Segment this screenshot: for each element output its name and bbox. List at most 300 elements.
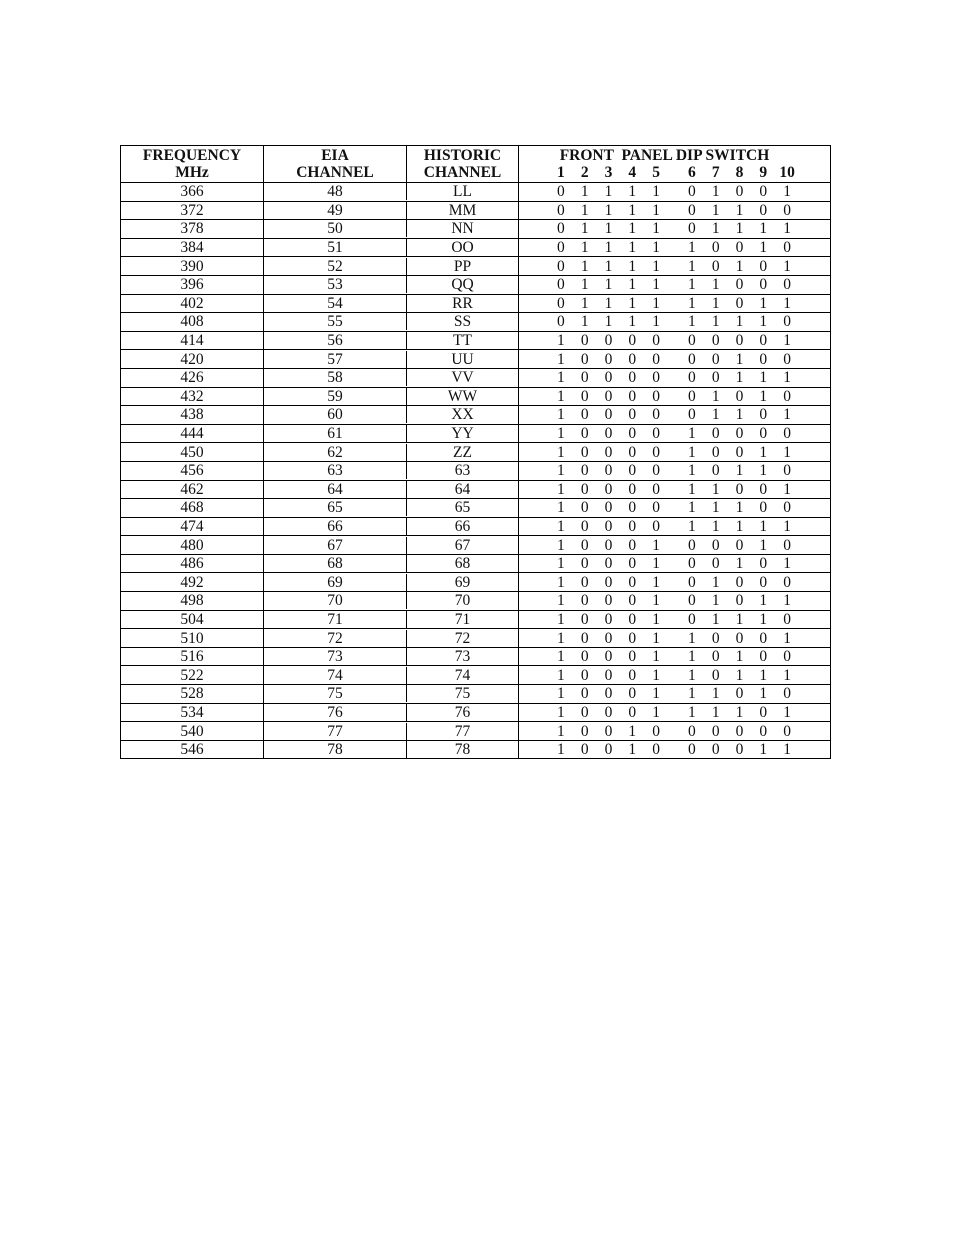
dip-switch-bit: 1 xyxy=(759,369,768,387)
channel-cells xyxy=(264,406,519,425)
dip-switch-bit: 0 xyxy=(604,425,613,443)
dip-switch-bit: 0 xyxy=(628,443,637,461)
dip-switch-bit: 0 xyxy=(628,703,637,721)
dip-switch-bit: 0 xyxy=(783,610,791,628)
dip-switch-bit: 1 xyxy=(557,499,565,517)
dip-switch-bit: 0 xyxy=(652,517,660,535)
dip-switch-bit: 1 xyxy=(628,183,637,201)
header-frequency-line2: MHz xyxy=(175,164,209,181)
dip-switch-bit: 0 xyxy=(557,183,565,201)
dip-switch-bit: 1 xyxy=(759,685,768,703)
historic-channel-cell: 70 xyxy=(454,592,471,610)
dip-switch-bit: 0 xyxy=(759,350,768,368)
table-row xyxy=(121,740,831,759)
historic-channel-cell: NN xyxy=(451,220,474,238)
dip-switch-bit: 0 xyxy=(557,201,565,219)
channel-cells xyxy=(264,610,519,629)
frequency-cell: 408 xyxy=(121,313,264,332)
dip-switch-cell xyxy=(519,275,831,294)
dip-switch-bit: 1 xyxy=(711,220,720,238)
eia-channel-cell: 68 xyxy=(264,555,407,572)
dip-switch-bit: 1 xyxy=(759,443,768,461)
dip-switch-bit: 1 xyxy=(759,517,768,535)
dip-switch-bit: 1 xyxy=(557,666,565,684)
dip-switch-bit: 1 xyxy=(688,666,696,684)
dip-switch-bit: 0 xyxy=(735,294,744,312)
dip-switch-bit: 0 xyxy=(652,741,660,759)
dip-switch-bit: 0 xyxy=(580,387,589,405)
table-row xyxy=(121,424,831,443)
dip-switch-bit: 1 xyxy=(604,294,613,312)
dip-switch-bit: 0 xyxy=(628,517,637,535)
dip-switch-bit: 1 xyxy=(735,406,744,424)
dip-switch-bit: 1 xyxy=(652,573,660,591)
dip-switch-bit: 1 xyxy=(580,294,589,312)
historic-channel-cell: 69 xyxy=(454,573,471,591)
dip-switch-bit: 0 xyxy=(711,257,720,275)
historic-channel-cell: VV xyxy=(451,369,474,387)
dip-switch-bit: 0 xyxy=(735,480,744,498)
table-row xyxy=(121,480,831,499)
spacer xyxy=(519,164,549,181)
eia-channel-cell: 53 xyxy=(264,276,407,293)
dip-switch-bit: 1 xyxy=(557,443,565,461)
dip-switch-bit: 1 xyxy=(759,220,768,238)
dip-switch-bit: 1 xyxy=(604,276,613,294)
dip-switch-bit: 0 xyxy=(580,610,589,628)
channel-cells xyxy=(264,740,519,759)
dip-switch-bit: 1 xyxy=(688,257,696,275)
dip-switch-bit: 0 xyxy=(628,648,637,666)
frequency-cell: 420 xyxy=(121,350,264,369)
table-row xyxy=(121,629,831,648)
eia-channel-cell: 73 xyxy=(264,648,407,665)
eia-channel-cell: 64 xyxy=(264,481,407,498)
dip-switch-bit: 1 xyxy=(759,294,768,312)
eia-channel-cell: 62 xyxy=(264,444,407,461)
channel-cells xyxy=(264,387,519,406)
dip-switch-bit: 1 xyxy=(783,666,791,684)
table-row xyxy=(121,573,831,592)
dip-switch-bit: 1 xyxy=(557,573,565,591)
dip-switch-cell xyxy=(519,331,831,350)
dip-switch-bit: 0 xyxy=(735,183,744,201)
frequency-cell: 456 xyxy=(121,461,264,480)
channel-cells xyxy=(264,331,519,350)
dip-switch-bit: 1 xyxy=(604,201,613,219)
channel-cells xyxy=(264,722,519,741)
channel-cells xyxy=(264,294,519,313)
dip-switch-bit: 0 xyxy=(652,499,660,517)
channel-cells xyxy=(264,536,519,555)
dip-switch-bit: 1 xyxy=(557,369,565,387)
dip-switch-bit: 0 xyxy=(604,387,613,405)
historic-channel-cell: 77 xyxy=(454,722,471,740)
dip-switch-bit: 0 xyxy=(628,480,637,498)
dip-switch-bit: 0 xyxy=(604,517,613,535)
historic-channel-cell: XX xyxy=(451,406,474,424)
dip-switch-bit: 0 xyxy=(711,629,720,647)
channel-cells xyxy=(264,313,519,332)
dip-switch-bit: 1 xyxy=(783,220,791,238)
dip-switch-cell xyxy=(519,313,831,332)
eia-channel-cell: 54 xyxy=(264,295,407,312)
table-row xyxy=(121,592,831,611)
eia-channel-cell: 63 xyxy=(264,462,407,479)
frequency-cell: 438 xyxy=(121,406,264,425)
dip-switch-bit: 1 xyxy=(557,425,565,443)
dip-switch-bit: 1 xyxy=(604,183,613,201)
table-row xyxy=(121,201,831,220)
frequency-cell: 384 xyxy=(121,238,264,257)
frequency-cell: 516 xyxy=(121,647,264,666)
dip-switch-bit: 0 xyxy=(628,499,637,517)
dip-switch-bit: 1 xyxy=(580,201,589,219)
dip-switch-bit: 0 xyxy=(688,722,696,740)
dip-switch-bit: 0 xyxy=(711,648,720,666)
dip-switch-bit: 0 xyxy=(604,462,613,480)
table-body xyxy=(121,183,831,759)
dip-switch-bit: 0 xyxy=(688,183,696,201)
dip-switch-cell xyxy=(519,368,831,387)
dip-switch-bit: 0 xyxy=(628,462,637,480)
dip-switch-bit: 1 xyxy=(711,183,720,201)
frequency-cell: 426 xyxy=(121,368,264,387)
dip-switch-bit: 1 xyxy=(688,499,696,517)
channel-cells xyxy=(264,517,519,536)
frequency-cell: 462 xyxy=(121,480,264,499)
dip-switch-bit: 1 xyxy=(557,536,565,554)
dip-switch-bit: 1 xyxy=(783,480,791,498)
dip-switch-bit: 1 xyxy=(759,387,768,405)
dip-switch-bit: 0 xyxy=(557,313,565,331)
table-row xyxy=(121,406,831,425)
eia-channel-cell: 60 xyxy=(264,406,407,423)
dip-switch-bit: 1 xyxy=(711,406,720,424)
dip-switch-bit: 0 xyxy=(628,666,637,684)
frequency-cell: 546 xyxy=(121,740,264,759)
dip-switch-bit: 1 xyxy=(759,536,768,554)
dip-switch-bit: 1 xyxy=(652,592,660,610)
historic-channel-cell: SS xyxy=(453,313,472,331)
dip-switch-cell xyxy=(519,461,831,480)
dip-switch-bit: 1 xyxy=(628,722,637,740)
historic-channel-cell: UU xyxy=(451,350,474,368)
dip-switch-bit: 1 xyxy=(735,555,744,573)
dip-switch-bit: 0 xyxy=(711,462,720,480)
header-dip-switch xyxy=(519,146,831,183)
table-row xyxy=(121,350,831,369)
dip-switch-cell xyxy=(519,350,831,369)
dip-switch-bit: 1 xyxy=(628,257,637,275)
dip-switch-bit: 1 xyxy=(688,276,696,294)
dip-switch-bit: 1 xyxy=(688,443,696,461)
dip-switch-bit: 1 xyxy=(735,648,744,666)
header-frequency-line1: FREQUENCY xyxy=(142,147,242,164)
dip-switch-bit: 1 xyxy=(580,220,589,238)
dip-switch-cell xyxy=(519,480,831,499)
dip-switch-bit: 0 xyxy=(759,257,768,275)
dip-switch-bit: 0 xyxy=(604,350,613,368)
eia-channel-cell: 52 xyxy=(264,258,407,275)
dip-switch-bit: 0 xyxy=(652,387,660,405)
dip-switch-bit: 1 xyxy=(783,294,791,312)
dip-switch-bit: 0 xyxy=(759,276,768,294)
frequency-cell: 480 xyxy=(121,536,264,555)
dip-switch-bit: 0 xyxy=(759,573,768,591)
header-eia-line1: EIA xyxy=(321,147,349,164)
channel-cells xyxy=(264,499,519,518)
dip-switch-bit: 0 xyxy=(580,369,589,387)
dip-switch-bit: 0 xyxy=(783,685,791,703)
dip-switch-bit: 0 xyxy=(604,480,613,498)
dip-switch-bit: 0 xyxy=(759,183,768,201)
dip-switch-bit: 0 xyxy=(735,239,744,257)
dip-switch-bit: 1 xyxy=(557,610,565,628)
dip-switch-bit: 1 xyxy=(652,703,660,721)
dip-switch-bit: 0 xyxy=(652,369,660,387)
dip-switch-bit: 1 xyxy=(711,387,720,405)
dip-switch-bit: 0 xyxy=(628,332,637,350)
dip-switch-bit: 0 xyxy=(688,350,696,368)
eia-channel-cell: 65 xyxy=(264,499,407,516)
dip-switch-bit: 0 xyxy=(604,555,613,573)
dip-switch-bit: 1 xyxy=(557,387,565,405)
dip-switch-bit: 1 xyxy=(759,462,768,480)
dip-switch-bit: 0 xyxy=(652,480,660,498)
dip-switch-bit: 0 xyxy=(604,629,613,647)
historic-channel-cell: ZZ xyxy=(453,443,472,461)
table-row xyxy=(121,313,831,332)
dip-switch-bit: 0 xyxy=(580,741,589,759)
dip-switch-bit: 0 xyxy=(783,722,791,740)
dip-switch-bit: 0 xyxy=(580,536,589,554)
historic-channel-cell: 78 xyxy=(454,741,471,759)
dip-switch-bit: 1 xyxy=(688,462,696,480)
dip-switch-bit: 1 xyxy=(711,685,720,703)
dip-switch-bit: 0 xyxy=(711,369,720,387)
dip-switch-bit: 0 xyxy=(783,648,791,666)
dip-switch-bit: 1 xyxy=(759,666,768,684)
dip-switch-bit: 1 xyxy=(783,741,791,759)
dip-switch-bit: 0 xyxy=(628,685,637,703)
dip-switch-bit: 1 xyxy=(688,425,696,443)
dip-switch-cell xyxy=(519,238,831,257)
dip-switch-bit: 1 xyxy=(652,257,660,275)
dip-switch-bit: 0 xyxy=(688,332,696,350)
dip-switch-bit: 0 xyxy=(580,406,589,424)
eia-channel-cell: 74 xyxy=(264,667,407,684)
historic-channel-cell: QQ xyxy=(451,276,474,294)
header-channels xyxy=(264,146,519,183)
dip-switch-bit: 0 xyxy=(759,648,768,666)
dip-switch-bit: 1 xyxy=(604,257,613,275)
dip-switch-bit: 0 xyxy=(604,685,613,703)
channel-cells xyxy=(264,647,519,666)
historic-channel-cell: LL xyxy=(453,183,472,201)
dip-switch-bit: 0 xyxy=(688,555,696,573)
dip-switch-bit: 1 xyxy=(557,592,565,610)
dip-switch-bit: 0 xyxy=(759,425,768,443)
dip-switch-bit: 1 xyxy=(783,257,791,275)
dip-switch-bit: 0 xyxy=(604,573,613,591)
dip-switch-bit: 1 xyxy=(652,183,660,201)
historic-channel-cell: PP xyxy=(453,257,472,275)
dip-switch-bit: 1 xyxy=(688,629,696,647)
switch-number-label: 1 xyxy=(557,164,565,181)
dip-switch-bit: 0 xyxy=(604,369,613,387)
dip-switch-cell xyxy=(519,629,831,648)
channel-cells xyxy=(264,685,519,704)
historic-channel-cell: 76 xyxy=(454,703,471,721)
dip-switch-bit: 0 xyxy=(652,722,660,740)
table-row xyxy=(121,499,831,518)
dip-switch-bit: 0 xyxy=(604,592,613,610)
dip-switch-bit: 0 xyxy=(735,629,744,647)
dip-switch-bit: 1 xyxy=(711,517,720,535)
dip-switch-bit: 0 xyxy=(759,480,768,498)
table-row xyxy=(121,536,831,555)
dip-switch-bit: 0 xyxy=(580,332,589,350)
dip-switch-bit: 0 xyxy=(604,499,613,517)
dip-switch-bit: 1 xyxy=(628,220,637,238)
dip-switch-bit: 1 xyxy=(759,239,768,257)
switch-number-label: 10 xyxy=(779,164,795,181)
dip-switch-bit: 1 xyxy=(735,703,744,721)
dip-switch-bit: 0 xyxy=(783,499,791,517)
header-eia xyxy=(264,146,407,182)
dip-switch-bit: 0 xyxy=(688,220,696,238)
dip-switch-bit: 1 xyxy=(652,276,660,294)
frequency-cell: 396 xyxy=(121,275,264,294)
dip-switch-bit: 1 xyxy=(711,573,720,591)
switch-number-label: 4 xyxy=(628,164,637,181)
dip-switch-bit: 1 xyxy=(759,610,768,628)
eia-channel-cell: 78 xyxy=(264,741,407,758)
frequency-cell: 444 xyxy=(121,424,264,443)
dip-switch-bit: 1 xyxy=(688,648,696,666)
dip-switch-bit: 1 xyxy=(711,313,720,331)
eia-channel-cell: 69 xyxy=(264,574,407,591)
dip-switch-bit: 0 xyxy=(580,629,589,647)
dip-switch-cell xyxy=(519,536,831,555)
dip-switch-cell xyxy=(519,201,831,220)
switch-number-label: 3 xyxy=(604,164,613,181)
channel-cells xyxy=(264,275,519,294)
dip-switch-bit: 1 xyxy=(652,629,660,647)
dip-switch-cell xyxy=(519,387,831,406)
header-historic-line1: HISTORIC xyxy=(423,147,502,164)
table-row xyxy=(121,387,831,406)
dip-switch-bit: 1 xyxy=(735,350,744,368)
dip-switch-bit: 0 xyxy=(735,332,744,350)
dip-switch-bit: 0 xyxy=(711,332,720,350)
dip-switch-bit: 0 xyxy=(759,499,768,517)
dip-switch-bit: 1 xyxy=(652,648,660,666)
dip-switch-cell xyxy=(519,685,831,704)
frequency-cell: 372 xyxy=(121,201,264,220)
eia-channel-cell: 51 xyxy=(264,239,407,256)
historic-channel-cell: 72 xyxy=(454,629,471,647)
frequency-cell: 504 xyxy=(121,610,264,629)
dip-switch-cell xyxy=(519,592,831,611)
dip-switch-bit: 0 xyxy=(711,555,720,573)
channel-cells xyxy=(264,424,519,443)
dip-switch-bit: 0 xyxy=(628,350,637,368)
historic-channel-cell: 74 xyxy=(454,666,471,684)
table-row xyxy=(121,666,831,685)
dip-switch-bit: 1 xyxy=(711,610,720,628)
eia-channel-cell: 71 xyxy=(264,611,407,628)
dip-switch-bit: 0 xyxy=(688,387,696,405)
dip-switch-bit: 0 xyxy=(735,425,744,443)
dip-switch-bit: 1 xyxy=(735,517,744,535)
dip-switch-bit: 0 xyxy=(688,369,696,387)
table-row xyxy=(121,517,831,536)
dip-switch-bit: 1 xyxy=(711,499,720,517)
channel-cells xyxy=(264,368,519,387)
historic-channel-cell: 63 xyxy=(454,462,471,480)
table-row xyxy=(121,294,831,313)
dip-switch-cell xyxy=(519,573,831,592)
eia-channel-cell: 61 xyxy=(264,425,407,442)
dip-switch-bit: 0 xyxy=(652,462,660,480)
dip-switch-bit: 1 xyxy=(759,313,768,331)
frequency-cell: 366 xyxy=(121,183,264,202)
switch-number-label: 9 xyxy=(759,164,768,181)
historic-channel-cell: 67 xyxy=(454,536,471,554)
eia-channel-cell: 67 xyxy=(264,537,407,554)
header-historic xyxy=(407,146,518,182)
dip-switch-bit: 0 xyxy=(735,443,744,461)
header-frequency xyxy=(121,146,264,183)
dip-switch-bit: 0 xyxy=(580,722,589,740)
frequency-cell: 378 xyxy=(121,220,264,239)
channel-cells xyxy=(264,703,519,722)
historic-channel-cell: WW xyxy=(447,387,478,405)
dip-switch-bit: 1 xyxy=(557,462,565,480)
dip-switch-cell xyxy=(519,666,831,685)
dip-switch-bit: 1 xyxy=(711,480,720,498)
dip-switch-bit: 0 xyxy=(735,387,744,405)
dip-switch-bit: 1 xyxy=(711,201,720,219)
dip-switch-bit: 0 xyxy=(759,555,768,573)
dip-switch-bit: 0 xyxy=(759,703,768,721)
dip-switch-bit: 1 xyxy=(580,313,589,331)
dip-switch-bit: 0 xyxy=(580,350,589,368)
dip-switch-bit: 1 xyxy=(557,406,565,424)
eia-channel-cell: 50 xyxy=(264,220,407,237)
eia-channel-cell: 49 xyxy=(264,202,407,219)
dip-switch-bit: 0 xyxy=(783,313,791,331)
dip-switch-bit: 0 xyxy=(711,443,720,461)
dip-switch-bit: 1 xyxy=(652,666,660,684)
dip-switch-bit: 1 xyxy=(783,629,791,647)
dip-switch-bit: 1 xyxy=(783,703,791,721)
dip-switch-bit: 0 xyxy=(711,425,720,443)
dip-switch-bit: 1 xyxy=(783,183,791,201)
dip-switch-bit: 0 xyxy=(688,201,696,219)
dip-switch-bit: 1 xyxy=(652,220,660,238)
dip-switch-bit: 1 xyxy=(652,685,660,703)
switch-number-label: 6 xyxy=(688,164,696,181)
dip-switch-bit: 0 xyxy=(652,443,660,461)
dip-switch-bit: 0 xyxy=(628,425,637,443)
switch-number-label: 2 xyxy=(580,164,589,181)
dip-switch-bit: 0 xyxy=(604,536,613,554)
table-row xyxy=(121,554,831,573)
dip-switch-bit: 1 xyxy=(604,220,613,238)
